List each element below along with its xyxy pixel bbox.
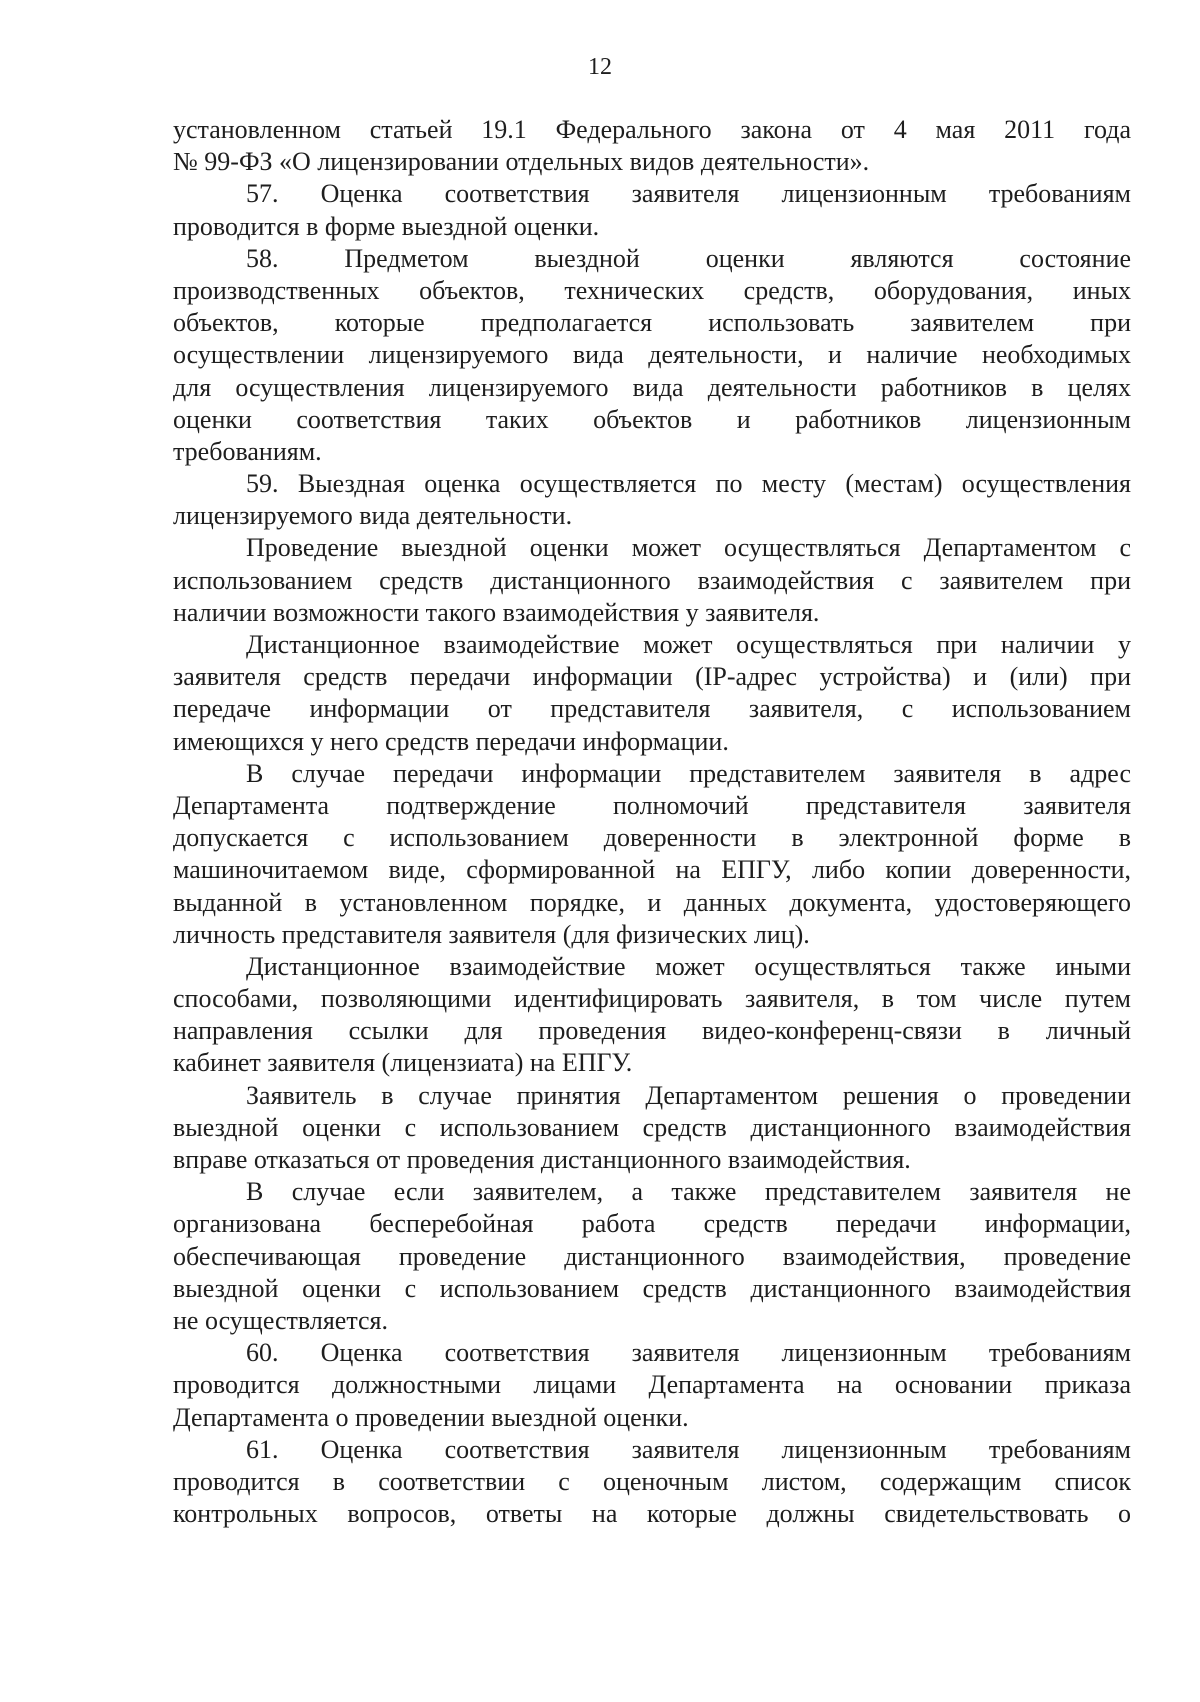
text-line: осуществлении лицензируемого вида деятельности, и наличие необходимых <box>173 340 1131 370</box>
text-line: В случае передачи информации представителем заявителя в адрес <box>246 758 1131 788</box>
paragraph <box>173 532 1131 629</box>
text-line: наличии возможности такого взаимодействия у заявителя. <box>173 597 820 627</box>
paragraph <box>173 468 1131 532</box>
text-line: Заявитель в случае принятия Департаментом решения о проведении <box>246 1080 1131 1110</box>
text-line: использованием средств дистанционного взаимодействия с заявителем при <box>173 565 1131 595</box>
text-line: выданной в установленном порядке, и данных документа, удостоверяющего <box>173 887 1131 917</box>
text-line: заявителя средств передачи информации (IP-адрес устройства) и (или) при <box>173 662 1131 692</box>
text-line: проводится в соответствии с оценочным листом, содержащим список <box>173 1466 1131 1496</box>
paragraph <box>173 1434 1131 1531</box>
text-line: 60. Оценка соответствия заявителя лицензионным требованиям <box>246 1338 1131 1368</box>
paragraph <box>173 758 1131 951</box>
text-line: способами, позволяющими идентифицировать заявителя, в том числе путем <box>173 984 1131 1014</box>
text-line: машиночитаемом виде, сформированной на ЕПГУ, либо копии доверенности, <box>173 855 1131 885</box>
paragraph <box>173 114 1131 178</box>
text-line: В случае если заявителем, а также представителем заявителя не <box>246 1177 1131 1207</box>
paragraph <box>173 1176 1131 1337</box>
text-line: кабинет заявителя (лицензиата) на ЕПГУ. <box>173 1048 633 1078</box>
text-line: Дистанционное взаимодействие может осуществляться при наличии у <box>246 630 1131 659</box>
text-line: 59. Выездная оценка осуществляется по месту (местам) осуществления <box>246 469 1131 499</box>
document-body <box>173 114 1131 1530</box>
text-line: вправе отказаться от проведения дистанционного взаимодействия. <box>173 1145 911 1174</box>
paragraph <box>173 178 1131 242</box>
text-line: № 99-ФЗ «О лицензировании отдельных видов деятельности». <box>173 147 870 177</box>
text-line: обеспечивающая проведение дистанционного взаимодействия, проведение <box>173 1241 1131 1271</box>
text-line: 61. Оценка соответствия заявителя лицензионным требованиям <box>246 1434 1131 1464</box>
text-line: личность представителя заявителя (для физических лиц). <box>173 919 810 949</box>
text-line: производственных объектов, технических средств, оборудования, иных <box>173 275 1131 305</box>
text-line: объектов, которые предполагается использовать заявителем при <box>173 308 1131 338</box>
text-line: организована бесперебойная работа средств передачи информации, <box>173 1209 1131 1239</box>
text-line: передаче информации от представителя заявителя, с использованием <box>173 694 1131 724</box>
text-line: контрольных вопросов, ответы на которые должны свидетельствовать о <box>173 1499 1131 1529</box>
paragraph <box>173 951 1131 1080</box>
text-line: выездной оценки с использованием средств дистанционного взаимодействия <box>173 1273 1131 1303</box>
text-line: выездной оценки с использованием средств дистанционного взаимодействия <box>173 1112 1131 1142</box>
text-line: допускается с использованием доверенности в электронной форме в <box>173 823 1131 853</box>
text-line: направления ссылки для проведения видео-конференц-связи в личный <box>173 1016 1131 1046</box>
page-number: 12 <box>588 54 612 80</box>
text-line: проводится должностными лицами Департамента на основании приказа <box>173 1370 1131 1400</box>
paragraph <box>173 1337 1131 1434</box>
text-line: Департамента подтверждение полномочий представителя заявителя <box>173 790 1131 820</box>
text-line: лицензируемого вида деятельности. <box>173 501 573 531</box>
text-line: имеющихся у него средств передачи информации. <box>173 726 729 756</box>
text-line: 58. Предметом выездной оценки являются состояние <box>246 243 1131 273</box>
text-line: оценки соответствия таких объектов и работников лицензионным <box>173 404 1131 434</box>
text-line: Департамента о проведении выездной оценки. <box>173 1402 689 1432</box>
paragraph <box>173 1080 1131 1177</box>
paragraph <box>173 629 1131 758</box>
text-line: Дистанционное взаимодействие может осуществляться также иными <box>246 951 1131 981</box>
text-line: проводится в форме выездной оценки. <box>173 211 600 241</box>
text-line: установленном статьей 19.1 Федерального закона от 4 мая 2011 года <box>173 115 1131 144</box>
text-line: для осуществления лицензируемого вида деятельности работников в целях <box>173 372 1131 402</box>
paragraph <box>173 243 1131 468</box>
text-line: 57. Оценка соответствия заявителя лицензионным требованиям <box>246 179 1131 209</box>
text-line: требованиям. <box>173 436 322 466</box>
text-line: не осуществляется. <box>173 1305 388 1335</box>
text-line: Проведение выездной оценки может осуществляться Департаментом с <box>246 533 1131 563</box>
